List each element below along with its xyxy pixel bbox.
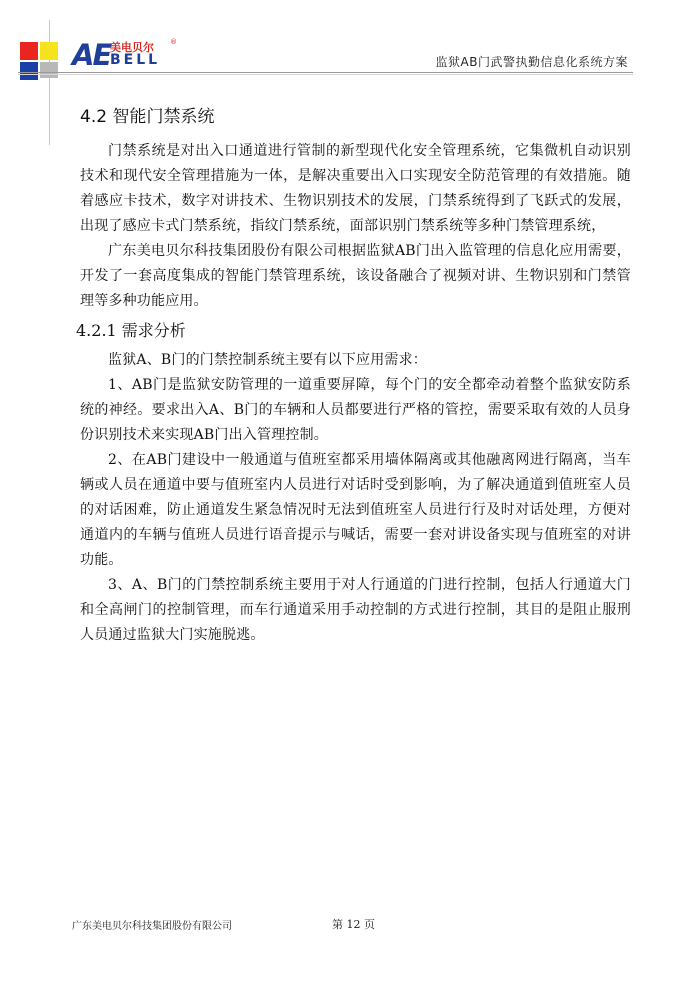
logo-chinese-name: 美电贝尔 bbox=[110, 41, 154, 54]
page-body bbox=[76, 102, 631, 648]
header-red-square bbox=[20, 42, 38, 60]
header-rule bbox=[18, 72, 633, 73]
header-vertical-rule bbox=[49, 20, 50, 145]
logo-registered-mark: ® bbox=[170, 38, 177, 46]
subsection-paragraph: 3、A、B门的门禁控制系统主要用于对人行通道的门进行控制，包括人行通道大门和全高闸门的控制管理，而车行通道采用手动控制的方式进行控制，其目的是阻止服刑人员通过监狱大门实施脱逃。 bbox=[80, 577, 631, 643]
header-rule-light bbox=[18, 74, 633, 75]
section-paragraph: 广东美电贝尔科技集团股份有限公司根据监狱AB门出入监管理的信息化应用需要，开发了一套高度集成的智能门禁管理系统，该设备融合了视频对讲、生物识别和门禁管理等多种功能应用。 bbox=[80, 243, 631, 309]
footer-company-name: 广东美电贝尔科技集团股份有限公司 bbox=[72, 921, 232, 932]
footer-page-number: 第 12 页 bbox=[332, 918, 375, 931]
header-yellow-square bbox=[40, 42, 58, 60]
logo-bell-wordmark: BELL bbox=[110, 52, 161, 68]
subsection-paragraph: 2、在AB门建设中一般通道与值班室都采用墙体隔离或其他融离网进行隔离，当车辆或人员在通道中要与值班室内人员进行对话时受到影响，为了解决通道到值班室人员的对话困难，防止通道发生紧急情况时无法到值班室人员进行行及时对话处理，方便对通道内的车辆与值班人员进行语音提示与喊话，需要一套对讲设备实现与值班室的对讲功能。 bbox=[80, 452, 631, 568]
logo-ae-mark: AE bbox=[72, 38, 111, 72]
header-blue-square bbox=[20, 62, 38, 80]
subsection-paragraph: 监狱A、B门的门禁控制系统主要有以下应用需求： bbox=[108, 352, 427, 368]
section-heading: 4.2 智能门禁系统 bbox=[80, 107, 215, 127]
subsection-heading: 4.2.1 需求分析 bbox=[76, 321, 186, 340]
document-title: 监狱AB门武警执勤信息化系统方案 bbox=[435, 55, 628, 69]
company-logo bbox=[72, 38, 177, 70]
section-paragraph: 门禁系统是对出入口通道进行管制的新型现代化安全管理系统，它集微机自动识别技术和现代安全管理措施为一体，是解决重要出入口实现安全防范管理的有效措施。随着感应卡技术，数字对讲技术、生物识别技术的发展，门禁系统得到了飞跃式的发展，出现了感应卡式门禁系统，指纹门禁系统，面部识别门禁系统等多种门禁管理系统， bbox=[80, 143, 631, 234]
header-grey-square bbox=[40, 62, 58, 78]
subsection-paragraph: 1、AB门是监狱安防管理的一道重要屏障，每个门的安全都牵动着整个监狱安防系统的神经。要求出入A、B门的车辆和人员都要进行严格的管控，需要采取有效的人员身份识别技术来实现AB门出入管理控制。 bbox=[80, 377, 631, 443]
